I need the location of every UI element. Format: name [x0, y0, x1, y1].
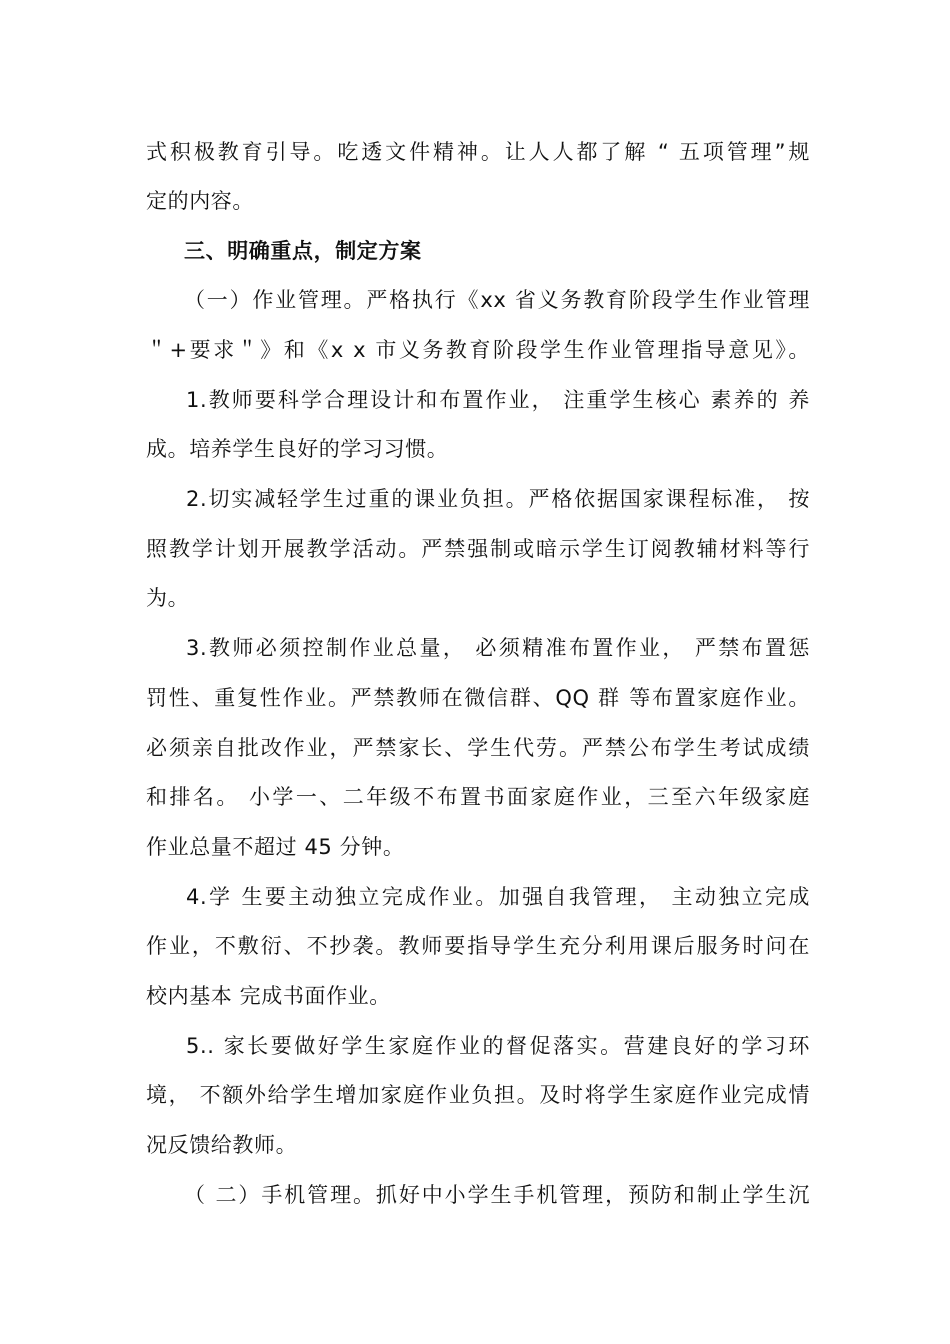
paragraph-line: 定的内容。 — [146, 189, 254, 213]
list-item-line: 3.教师必须控制作业总量， 必须精准布置作业， 严禁布置惩 — [186, 636, 810, 660]
list-item-line: 为。 — [146, 586, 190, 610]
list-item-line: 必须亲自批改作业，严禁家长、学生代劳。严禁公布学生考试成绩 — [146, 736, 810, 760]
list-item-line: 况反馈给教师。 — [146, 1133, 298, 1157]
list-item-line: 2.切实减轻学生过重的课业负担。严格依据国家课程标准， 按 — [186, 487, 810, 511]
list-item-line: 照教学计划开展教学活动。严禁强制或暗示学生订阅教辅材料等行 — [146, 537, 810, 561]
list-item-line: 境， 不额外给学生增加家庭作业负担。及时将学生家庭作业完成情 — [146, 1083, 810, 1107]
paragraph-line: ＂+要求＂》和《x x 市义务教育阶段学生作业管理指导意见》。 — [146, 338, 810, 362]
list-item-line: 作业，不敷衍、不抄袭。教师要指导学生充分利用课后服务时问在 — [146, 934, 810, 958]
list-item-line: 1.教师要科学合理设计和布置作业， 注重学生核心 素养的 养 — [186, 388, 810, 412]
list-item-line: 作业总量不超过 45 分钟。 — [146, 835, 405, 859]
section-heading: 三、明确重点，制定方案 — [184, 239, 422, 263]
list-item-line: 5.. 家长要做好学生家庭作业的督促落实。营建良好的学习环 — [186, 1034, 810, 1058]
list-item-line: 4.学 生要主动独立完成作业。加强自我管理， 主动独立完成 — [186, 885, 810, 909]
list-item-line: 和排名。 小学一、二年级不布置书面家庭作业，三至六年级家庭 — [146, 785, 810, 809]
list-item-line: 罚性、重复性作业。严禁教师在微信群、QQ 群 等布置家庭作业。 — [146, 686, 810, 710]
paragraph-line: （一）作业管理。严格执行《xx 省义务教育阶段学生作业管理 — [184, 288, 810, 312]
paragraph-line: 式积极教育引导。吃透文件精神。让人人都了解 “ 五项管理”规 — [146, 140, 810, 164]
paragraph-line: （ 二）手机管理。抓好中小学生手机管理，预防和制止学生沉 — [184, 1183, 810, 1207]
list-item-line: 校内基本 完成书面作业。 — [146, 984, 391, 1008]
list-item-line: 成。培养学生良好的学习习惯。 — [146, 437, 449, 461]
